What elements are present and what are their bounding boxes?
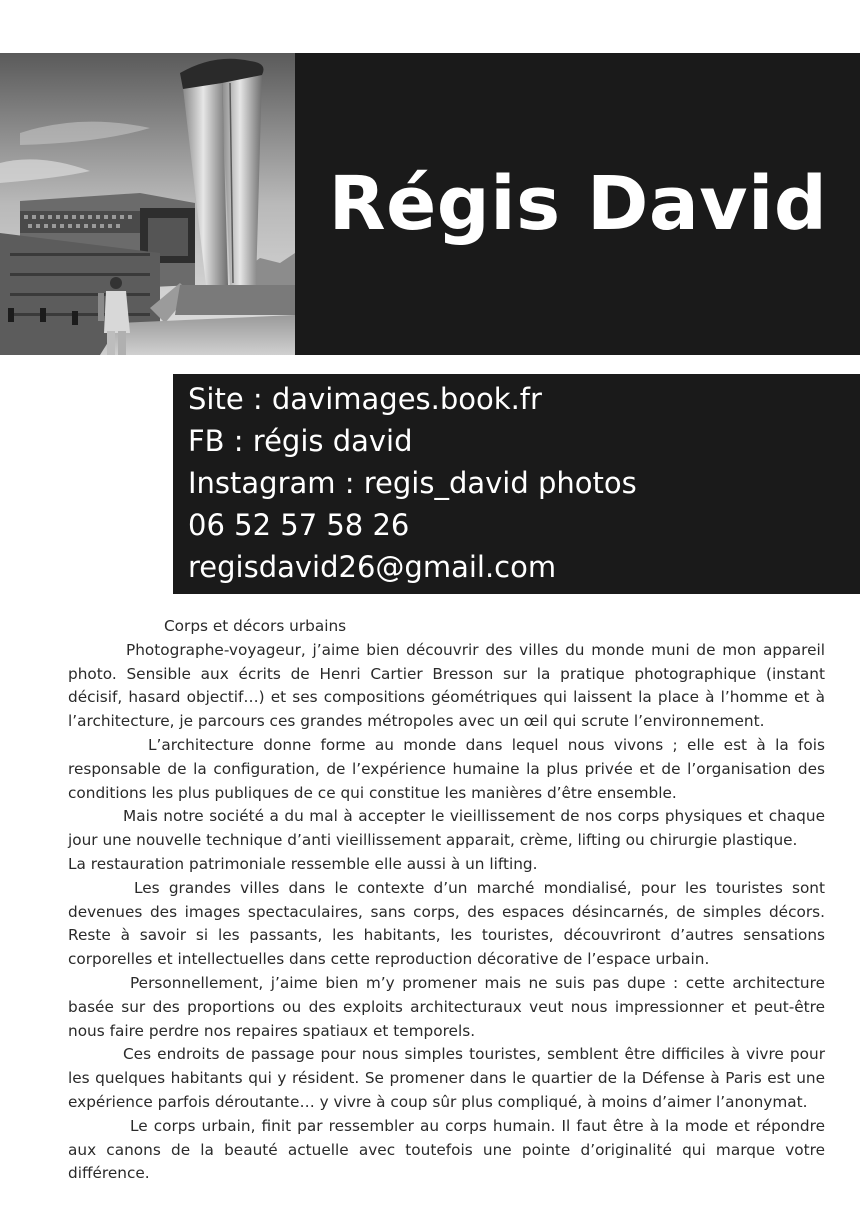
article-paragraph: Photographe-voyageur, j’aime bien découvrir des villes du monde muni de mon appareil photo. Sensible aux écrits de Henri Cartier Bresson sur la pratique photographique (instant décisif, hasard objectif…) et ses compositions géométriques qui laissent la place à l’homme et à l’architecture, je parcours ces grandes métropoles avec un œil qui scrute l’environnement. xyxy=(68,640,825,731)
article-paragraph: L’architecture donne forme au monde dans lequel nous vivons ; elle est à la fois responsable de la configuration, de l’expérience humaine la plus privée et de l’organisation des conditions les plus publiques de ce qui constitue les manières d’être ensemble. xyxy=(68,735,825,802)
person-name: Régis David xyxy=(328,161,828,247)
contact-phone: 06 52 57 58 26 xyxy=(188,508,410,542)
contact-email: regisdavid26@gmail.com xyxy=(188,550,557,584)
article-paragraph: Mais notre société a du mal à accepter le vieillissement de nos corps physiques et chaque jour une nouvelle technique d’anti vieillissement apparait, crème, lifting ou chirurgie plastique. xyxy=(68,807,825,850)
article-paragraph: Personnellement, j’aime bien m’y promener mais ne suis pas dupe : cette architecture basée sur des proportions ou des exploits architecturaux veut nous impressionner et peut-être nous faire perdre nos repaires spatiaux et temporels. xyxy=(68,973,825,1040)
article-paragraph: Le corps urbain, finit par ressembler au corps humain. Il faut être à la mode et répondre aux canons de la beauté actuelle avec toutefois une pointe d’originalité qui marque votre différence. xyxy=(68,1116,825,1183)
contact-box xyxy=(173,374,860,594)
header-photo xyxy=(0,53,295,355)
article xyxy=(68,615,825,1186)
article-paragraph: Ces endroits de passage pour nous simples touristes, semblent être difficiles à vivre pour les quelques habitants qui y résident. Se promener dans le quartier de la Défense à Paris est une expérience parfois déroutante… y vivre à coup sûr plus compliqué, à moins d’aimer l’anonymat. xyxy=(68,1045,825,1111)
article-paragraph: La restauration patrimoniale ressemble elle aussi à un lifting. xyxy=(68,854,538,873)
contact-site: Site : davimages.book.fr xyxy=(188,382,542,416)
contact-instagram: Instagram : regis_david photos xyxy=(188,466,637,500)
article-paragraph: Les grandes villes dans le contexte d’un marché mondialisé, pour les touristes sont devenues des images spectaculaires, sans corps, des espaces désincarnés, de simples décors. Reste à savoir si les passants, les habitants, les touristes, découvriront d’autres sensations corporelles et intellectuelles dans cette reproduction décorative de l’espace urbain. xyxy=(68,878,825,969)
article-title: Corps et décors urbains xyxy=(164,617,347,635)
contact-facebook: FB : régis david xyxy=(188,424,413,458)
